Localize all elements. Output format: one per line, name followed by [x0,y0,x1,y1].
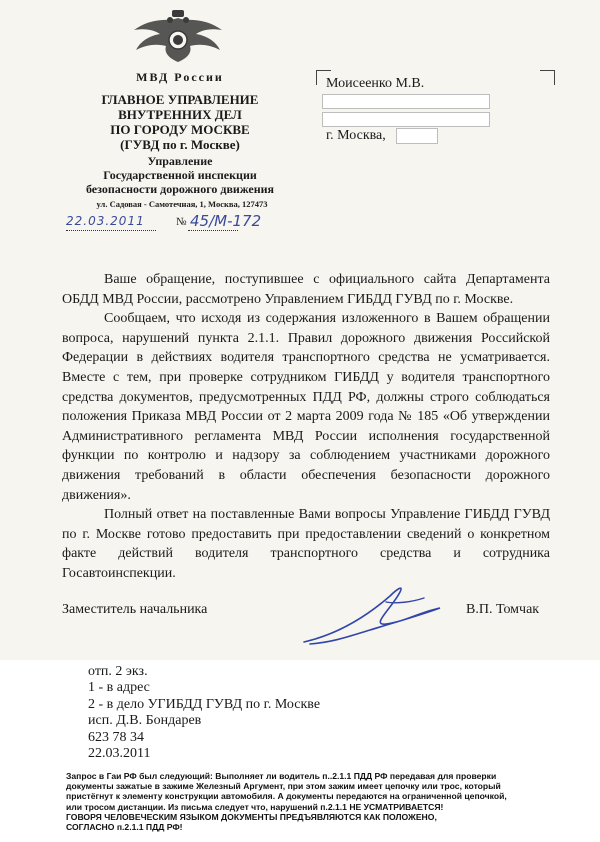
body-paragraph: Сообщаем, что исходя из содержания изложенного в Вашем обращении вопроса, нарушений пункта 2.1.1. Правил дорожного движения Российской Федерации в действиях водителя транспортного средства не усматривается. Вместе с тем, при проверке сотрудником ГИБДД у водителя транспортного средства документов, предусмотренных ПДД РФ, должны строго соблюдаться положения Приказа МВД России от 2 марта 2009 года № 185 «Об утверждении Административного регламента МВД России исполнения государственной функции по контролю и надзору за соблюдением участниками дорожного движения требований в области обеспечения безопасности дорожного движения». [62,311,550,503]
dispatch-notes: отп. 2 экз. 1 - в адрес 2 - в дело УГИБДД ГУВД по г. Москве исп. Д.В. Бондарев 623 78 34 22.03.2011 [88,664,321,762]
eagle-emblem-icon [128,6,228,68]
signatory-title: Заместитель начальника [62,602,208,617]
number-underline [188,230,238,231]
department-address: ул. Садовая - Самотечная, 1, Москва, 127473 [96,199,268,209]
registration-date: 22.03.2011 [66,214,145,228]
redacted-house [322,112,490,127]
recipient-name: Моисеенко М.В. [326,76,425,91]
registration-number: 45/М-172 [190,212,262,230]
redacted-postcode [396,128,438,144]
registration-number-label: № [176,216,187,228]
redacted-street [322,94,490,109]
address-corner-right [540,70,555,85]
sub-department: Управление Государственной инспекции безопасности дорожного движения [85,154,275,196]
main-department: ГЛАВНОЕ УПРАВЛЕНИЕ ВНУТРЕННИХ ДЕЛ ПО ГОРОДУ МОСКВЕ (ГУВД по г. Москве) [101,92,259,152]
body-paragraph: Ваше обращение, поступившее с официального сайта Департамента ОБДД МВД России, рассмотрено Управлением ГИБДД ГУВД по г. Москве. [62,272,550,307]
handwritten-signature-icon [300,582,460,648]
ministry-name: МВД России [136,70,224,84]
letter-body [62,270,550,584]
registration-line [66,214,306,234]
recipient-city: г. Москва, [326,128,386,143]
body-paragraph: Полный ответ на поставленные Вами вопросы Управление ГИБДД ГУВД по г. Москве готово предоставить при предоставлении сведений о конкретном факте действий водителя транспортного средства и сотрудника Госавтоинспекции. [62,507,550,581]
user-annotation: Запрос в Гаи РФ был следующий: Выполняет ли водитель п..2.1.1 ПДД РФ передавая для проверки документы зажатые в зажиме Железный Аргумент, при этом зажим имеет цепочку или трос, который пристёгнут к элементу конструкции автомобиля. А документы передаются на ограниченной цепочкой, или тросом дистанции. Из письма следует что, нарушений п.2.1.1 НЕ УСМАТРИВАЕТСЯ! ГОВОРЯ ЧЕЛОВЕЧЕСКИМ ЯЗЫКОМ ДОКУМЕНТЫ ПРЕДЪЯВЛЯЮТСЯ КАК ПОЛОЖЕНО, СОГЛАСНО п.2.1.1 ПДД РФ! [66,771,507,833]
signatory-name: В.П. Томчак [466,602,540,617]
date-underline [66,230,156,231]
